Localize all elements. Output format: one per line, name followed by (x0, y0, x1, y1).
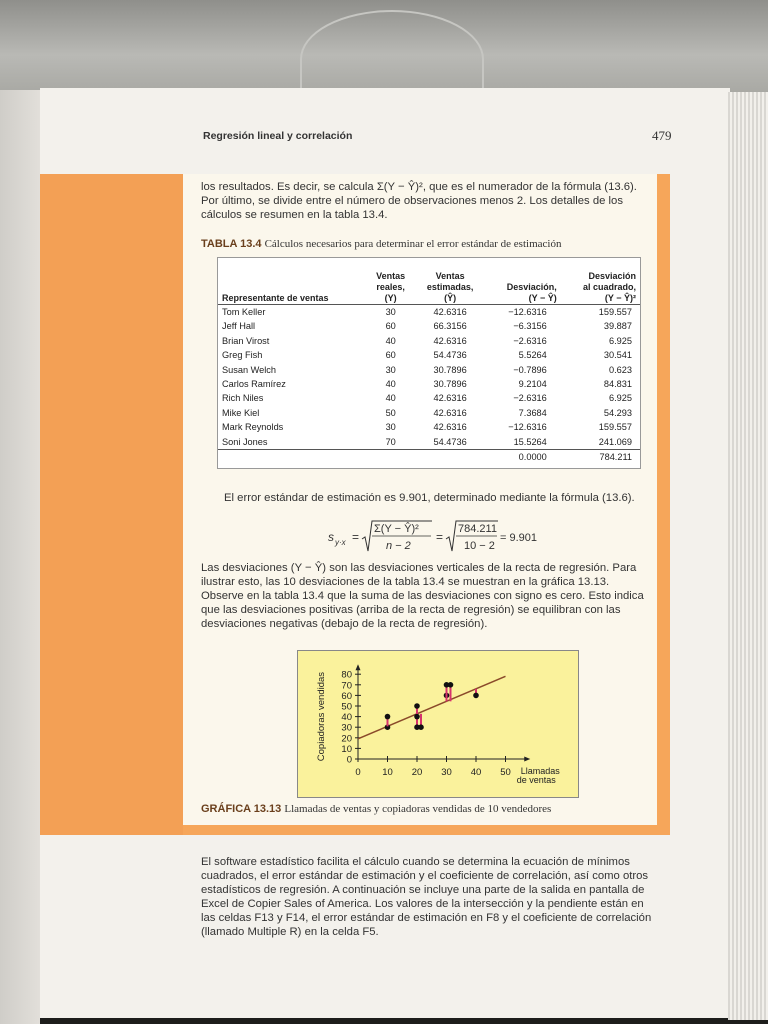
table-cell: 0.0000 (485, 450, 560, 465)
chart-label: GRÁFICA 13.13 (201, 803, 282, 815)
column-header-line: (Ŷ) (444, 293, 457, 303)
column-header-line: reales, (376, 282, 405, 292)
table-caption (201, 237, 661, 251)
table-cell: 6.925 (609, 335, 632, 346)
table-cell: −2.6316 (513, 335, 547, 346)
column-header-line: (Y − Ŷ) (528, 293, 557, 303)
data-point (414, 714, 420, 720)
table-row (218, 319, 640, 333)
column-header-line: Representante de ventas (222, 293, 329, 303)
formula-result: = 9.901 (500, 532, 538, 544)
x-tick-label: 40 (470, 767, 482, 778)
y-tick-label: 40 (341, 712, 352, 724)
table-cell: Rich Niles (222, 393, 264, 404)
table-cell: 42.6316 (433, 422, 467, 433)
y-tick-label: 0 (346, 754, 352, 766)
data-point (418, 724, 424, 730)
scatter-chart (297, 650, 579, 798)
table-row (218, 348, 640, 362)
x-tick-label: 50 (500, 767, 511, 778)
orange-margin-band (40, 174, 183, 835)
scan-background-top (0, 0, 768, 92)
table-body (218, 305, 640, 465)
table-cell: Brian Virost (222, 335, 270, 346)
table-cell: Soni Jones (222, 436, 268, 447)
software-paragraph: El software estadístico facilita el cálculo cuando se determina la ecuación de mínimos cuadrados, el error estándar de estimación y el coeficiente de correlación, así como otros estadísticos de regresión. A continuación se incluye una parte de la salida en pantalla de Excel de Copier Sales of America. Los valores de la intersección y la pendiente están en las celdas F13 y F14, el error estándar de estimación en F8 y el coeficiente de correlación (llamado Multiple R) en la celda F5. (201, 856, 652, 938)
table-row (218, 305, 640, 320)
standard-error-sentence: El error estándar de estimación es 9.901, determinado mediante la fórmula (13.6). (224, 492, 635, 504)
column-header-line: estimadas, (426, 282, 474, 292)
chart-caption-text: Llamadas de ventas y copiadoras vendidas de 10 vendedores (284, 803, 552, 815)
column-header-line: al cuadrado, (582, 282, 636, 292)
table-cell: Susan Welch (222, 364, 276, 375)
table-cell: 7.3684 (518, 407, 547, 418)
data-point (414, 703, 420, 709)
column-header-line: (Y − Ŷ)² (604, 293, 636, 303)
table-caption-text: Cálculos necesarios para determinar el error estándar de estimación (264, 238, 562, 250)
table-cell: 39.887 (603, 321, 632, 332)
formula-lhs-subscript: y·x (335, 538, 346, 547)
formula-denominator-2: 10 − 2 (464, 540, 495, 552)
table-header-row (218, 258, 640, 305)
table-row (218, 363, 640, 377)
table-row (218, 377, 640, 391)
x-tick-label: 20 (411, 767, 423, 778)
table-cell: 5.5264 (518, 350, 547, 361)
table-cell (367, 450, 415, 465)
y-tick-label: 50 (341, 701, 352, 713)
table-cell: 6.925 (609, 393, 632, 404)
column-header-line: Desviación (588, 271, 636, 281)
y-tick-label: 20 (341, 733, 352, 745)
x-axis-label: Llamadas (520, 766, 560, 776)
table-cell: 84.831 (603, 379, 632, 390)
y-axis-label: Copiadoras vendidas (316, 671, 327, 762)
table-cell: 9.2104 (518, 379, 547, 390)
table-cell: −0.7896 (513, 364, 547, 375)
table-cell: 42.6316 (433, 307, 467, 317)
svg-text:=: = (352, 530, 360, 544)
column-header-line: Ventas (435, 271, 465, 281)
table-cell: 66.3156 (433, 321, 467, 332)
x-tick-label: 30 (441, 767, 452, 778)
table-cell: Tom Keller (222, 307, 266, 317)
column-header-0 (218, 258, 367, 305)
y-tick-label: 10 (341, 743, 352, 755)
regression-line (358, 676, 506, 739)
page-stack-edge (728, 92, 768, 1020)
table-row (218, 334, 640, 348)
table-cell: 15.5264 (513, 436, 547, 447)
table-cell: 784.211 (561, 450, 640, 465)
table-cell: −12.6316 (508, 307, 547, 317)
x-tick-label: 10 (382, 767, 393, 778)
table-cell: 60 (385, 321, 396, 332)
x-tick-label: 0 (355, 767, 361, 778)
y-tick-label: 30 (341, 722, 352, 734)
table-row (218, 435, 640, 450)
table-cell: Mark Reynolds (222, 422, 284, 433)
table-cell: 42.6316 (433, 335, 467, 346)
column-header-line: Ventas (376, 271, 406, 281)
table-cell: 42.6316 (433, 393, 467, 404)
table-cell: 0.623 (609, 364, 632, 375)
column-header-line: Desviación, (506, 282, 557, 292)
scanner-lid-shape (300, 10, 484, 92)
table-cell: 30 (385, 364, 396, 375)
column-header-line: (Y) (384, 293, 397, 303)
table-cell: 60 (385, 350, 396, 361)
chart-caption (201, 802, 661, 816)
table-label: TABLA 13.4 (201, 238, 262, 250)
formula-lhs: s (328, 530, 334, 544)
data-point (385, 714, 391, 720)
table-cell: Carlos Ramírez (222, 379, 286, 390)
table-row (218, 420, 640, 434)
table-row (218, 406, 640, 420)
intro-paragraph: los resultados. Es decir, se calcula Σ(Y − Ŷ)², que es el numerador de la fórmula (13.6). Por último, se divide entre el número de observaciones menos 2. Los detalles de los cálculos se resumen en la tabla 13.4. (201, 181, 637, 221)
table-cell: Jeff Hall (222, 321, 256, 332)
y-tick-label: 60 (341, 690, 352, 702)
table-cell (415, 450, 486, 465)
x-axis-label: de ventas (516, 775, 556, 785)
table-cell: −2.6316 (513, 393, 547, 404)
table-cell: 241.069 (598, 436, 632, 447)
table-cell: 40 (385, 335, 396, 346)
table-cell: 54.293 (603, 407, 632, 418)
table-cell: 54.4736 (433, 350, 467, 361)
table-cell: 30 (385, 307, 396, 317)
table-cell: −12.6316 (508, 422, 547, 433)
deviations-paragraph: Las desviaciones (Y − Ŷ) son las desviaciones verticales de la recta de regresión. Para ilustrar esto, las 10 desviaciones de la tabla 13.4 se muestran en la gráfica 13.13. Observe en la tabla 13.4 que la suma de las desviaciones con signo es cero. Esto indica que las desviaciones positivas (arriba de la recta de regresión) se equilibran con las desviaciones negativas (debajo de la recta de regresión). (201, 562, 644, 630)
data-point (473, 693, 479, 699)
table-cell: Greg Fish (222, 350, 263, 361)
deviation-table (217, 257, 641, 469)
book-left-edge (0, 90, 40, 1024)
running-head: Regresión lineal y correlación (203, 130, 353, 142)
svg-text:=: = (436, 530, 444, 544)
y-axis-arrow (356, 664, 361, 670)
standard-error-formula (328, 517, 568, 557)
column-header-1 (367, 258, 415, 305)
table-cell: 70 (385, 436, 396, 447)
formula-denominator-1: n − 2 (386, 540, 411, 552)
table-cell: 40 (385, 379, 396, 390)
y-tick-label: 70 (341, 680, 352, 692)
table-cell: 30.7896 (433, 364, 467, 375)
x-axis-arrow (524, 757, 530, 762)
column-header-3 (485, 258, 560, 305)
table-cell: 30.541 (603, 350, 632, 361)
column-header-2 (415, 258, 486, 305)
formula-numerator-1: Σ(Y − Ŷ)² (374, 523, 419, 535)
page-number: 479 (652, 128, 672, 143)
table-total-row (218, 450, 640, 465)
chart-canvas (298, 651, 578, 797)
table-cell: −6.3156 (513, 321, 547, 332)
table-cell: 30 (385, 422, 396, 433)
formula-svg (328, 517, 568, 557)
column-header-4 (561, 258, 640, 305)
table-cell: 42.6316 (433, 407, 467, 418)
table-cell: Mike Kiel (222, 407, 260, 418)
y-tick-label: 80 (341, 669, 352, 681)
table-cell: 40 (385, 393, 396, 404)
table-cell: 54.4736 (433, 436, 467, 447)
data-point (448, 682, 454, 688)
table-cell: 50 (385, 407, 396, 418)
formula-numerator-2: 784.211 (458, 523, 497, 535)
table-row (218, 391, 640, 405)
table-cell: 159.557 (598, 307, 632, 317)
table-cell: 159.557 (598, 422, 632, 433)
table-cell (218, 450, 367, 465)
table-cell: 30.7896 (433, 379, 467, 390)
